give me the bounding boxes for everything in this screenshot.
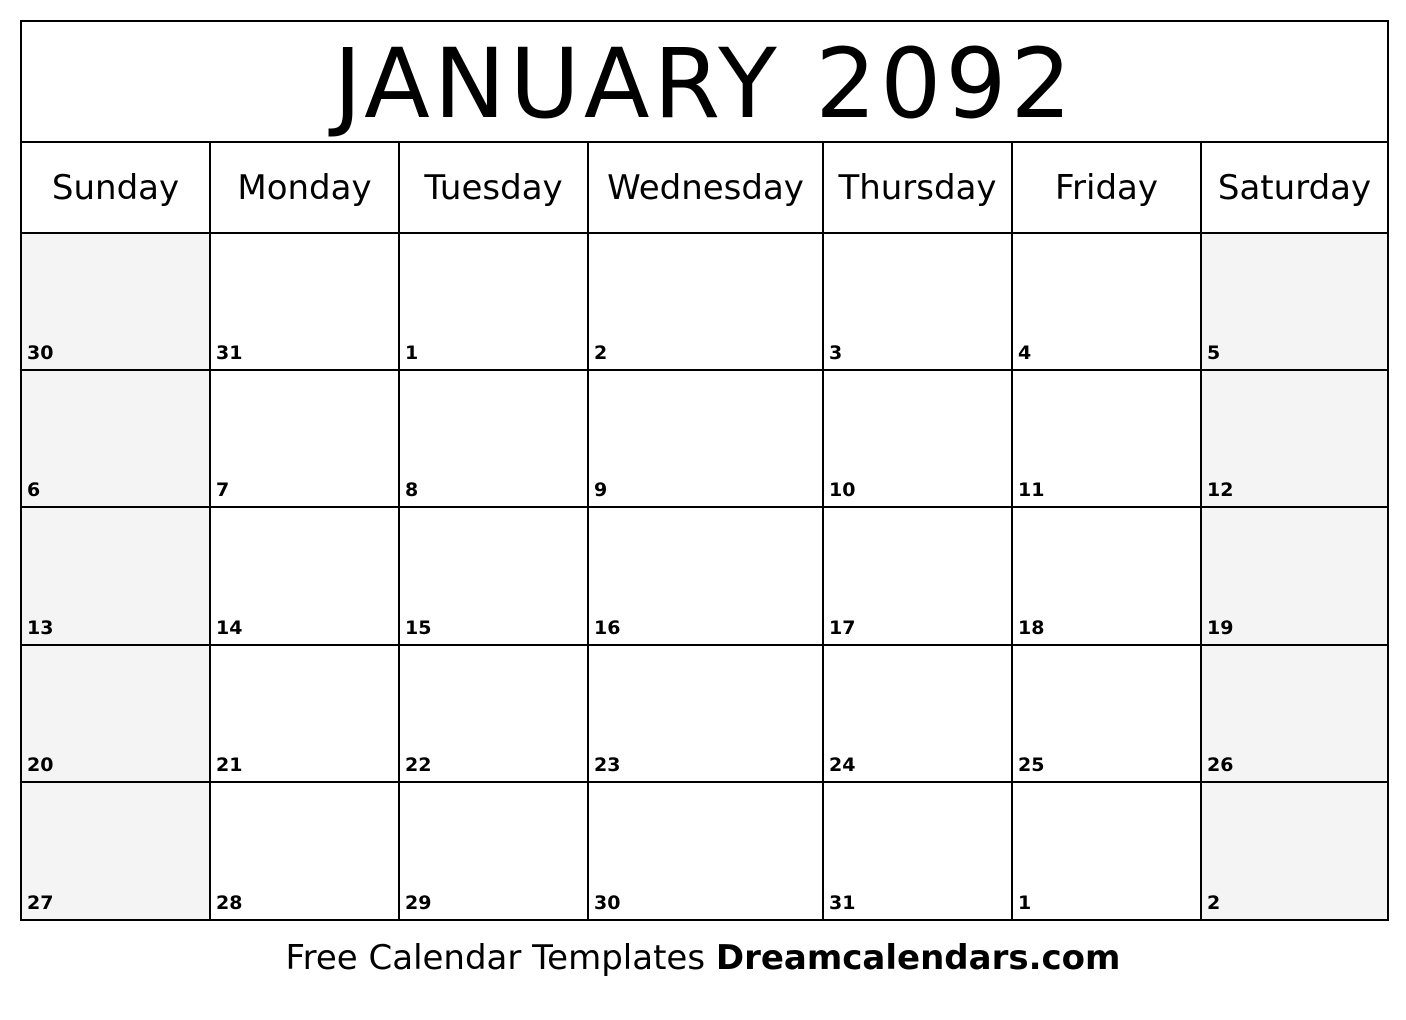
day-cell[interactable]	[1012, 782, 1201, 919]
day-number: 5	[1207, 342, 1221, 365]
day-cell[interactable]	[823, 233, 1012, 370]
day-number: 31	[216, 342, 243, 365]
week-row-4	[22, 645, 1387, 782]
day-number: 19	[1207, 616, 1234, 639]
weekday-wednesday: Wednesday	[588, 143, 823, 233]
day-cell[interactable]	[22, 233, 210, 370]
day-cell[interactable]	[823, 507, 1012, 644]
footer	[0, 938, 1406, 979]
day-number: 16	[594, 616, 621, 639]
day-cell[interactable]	[22, 782, 210, 919]
day-number: 25	[1018, 753, 1045, 776]
day-cell[interactable]	[1201, 233, 1387, 370]
day-cell[interactable]	[210, 370, 399, 507]
day-number: 9	[594, 479, 608, 502]
day-number: 8	[405, 479, 419, 502]
weekday-sunday: Sunday	[22, 143, 210, 233]
day-cell[interactable]	[1012, 507, 1201, 644]
day-number: 10	[829, 479, 856, 502]
day-number: 26	[1207, 753, 1234, 776]
weekday-header-row	[22, 143, 1387, 233]
title-row	[22, 22, 1387, 143]
day-number: 2	[1207, 892, 1221, 914]
day-cell[interactable]	[399, 645, 588, 782]
week-row-1	[22, 233, 1387, 370]
calendar-title: JANUARY 2092	[333, 27, 1076, 140]
weekday-saturday: Saturday	[1201, 143, 1387, 233]
day-number: 15	[405, 616, 432, 639]
day-cell[interactable]	[588, 233, 823, 370]
day-number: 30	[594, 892, 621, 914]
day-cell[interactable]	[22, 370, 210, 507]
day-number: 21	[216, 753, 243, 776]
calendar-grid	[22, 143, 1387, 919]
day-number: 29	[405, 892, 432, 914]
day-cell[interactable]	[588, 782, 823, 919]
day-number: 24	[829, 753, 856, 776]
weekday-monday: Monday	[210, 143, 399, 233]
calendar	[20, 20, 1389, 921]
weekday-thursday: Thursday	[823, 143, 1012, 233]
day-number: 22	[405, 753, 432, 776]
day-cell[interactable]	[22, 507, 210, 644]
day-number: 3	[829, 342, 843, 365]
day-cell[interactable]	[588, 507, 823, 644]
day-cell[interactable]	[210, 645, 399, 782]
week-row-2	[22, 370, 1387, 507]
day-cell[interactable]	[1201, 507, 1387, 644]
day-number: 4	[1018, 342, 1032, 365]
day-number: 27	[27, 892, 54, 914]
day-number: 18	[1018, 616, 1045, 639]
day-number: 13	[27, 616, 54, 639]
day-cell[interactable]	[399, 233, 588, 370]
weekday-friday: Friday	[1012, 143, 1201, 233]
day-cell[interactable]	[22, 645, 210, 782]
day-number: 1	[405, 342, 419, 365]
day-number: 7	[216, 479, 230, 502]
day-cell[interactable]	[399, 507, 588, 644]
day-cell[interactable]	[588, 645, 823, 782]
day-number: 23	[594, 753, 621, 776]
day-cell[interactable]	[1012, 233, 1201, 370]
week-row-3	[22, 507, 1387, 644]
footer-text: Free Calendar Templates	[285, 938, 706, 978]
day-number: 2	[594, 342, 608, 365]
day-cell[interactable]	[399, 782, 588, 919]
day-cell[interactable]	[1012, 645, 1201, 782]
day-cell[interactable]	[1201, 645, 1387, 782]
day-cell[interactable]	[210, 782, 399, 919]
week-row-5	[22, 782, 1387, 919]
day-cell[interactable]	[1012, 370, 1201, 507]
day-cell[interactable]	[210, 507, 399, 644]
day-cell[interactable]	[1201, 370, 1387, 507]
day-number: 28	[216, 892, 243, 914]
day-cell[interactable]	[1201, 782, 1387, 919]
day-number: 1	[1018, 892, 1032, 914]
day-number: 31	[829, 892, 856, 914]
day-number: 14	[216, 616, 243, 639]
day-cell[interactable]	[588, 370, 823, 507]
day-cell[interactable]	[823, 782, 1012, 919]
footer-brand-link[interactable]: Dreamcalendars.com	[715, 938, 1121, 978]
day-cell[interactable]	[210, 233, 399, 370]
weekday-tuesday: Tuesday	[399, 143, 588, 233]
day-number: 17	[829, 616, 856, 639]
day-cell[interactable]	[399, 370, 588, 507]
day-cell[interactable]	[823, 370, 1012, 507]
day-number: 11	[1018, 479, 1045, 502]
day-number: 6	[27, 479, 41, 502]
day-number: 30	[27, 342, 54, 365]
day-number: 12	[1207, 479, 1234, 502]
day-cell[interactable]	[823, 645, 1012, 782]
day-number: 20	[27, 753, 54, 776]
